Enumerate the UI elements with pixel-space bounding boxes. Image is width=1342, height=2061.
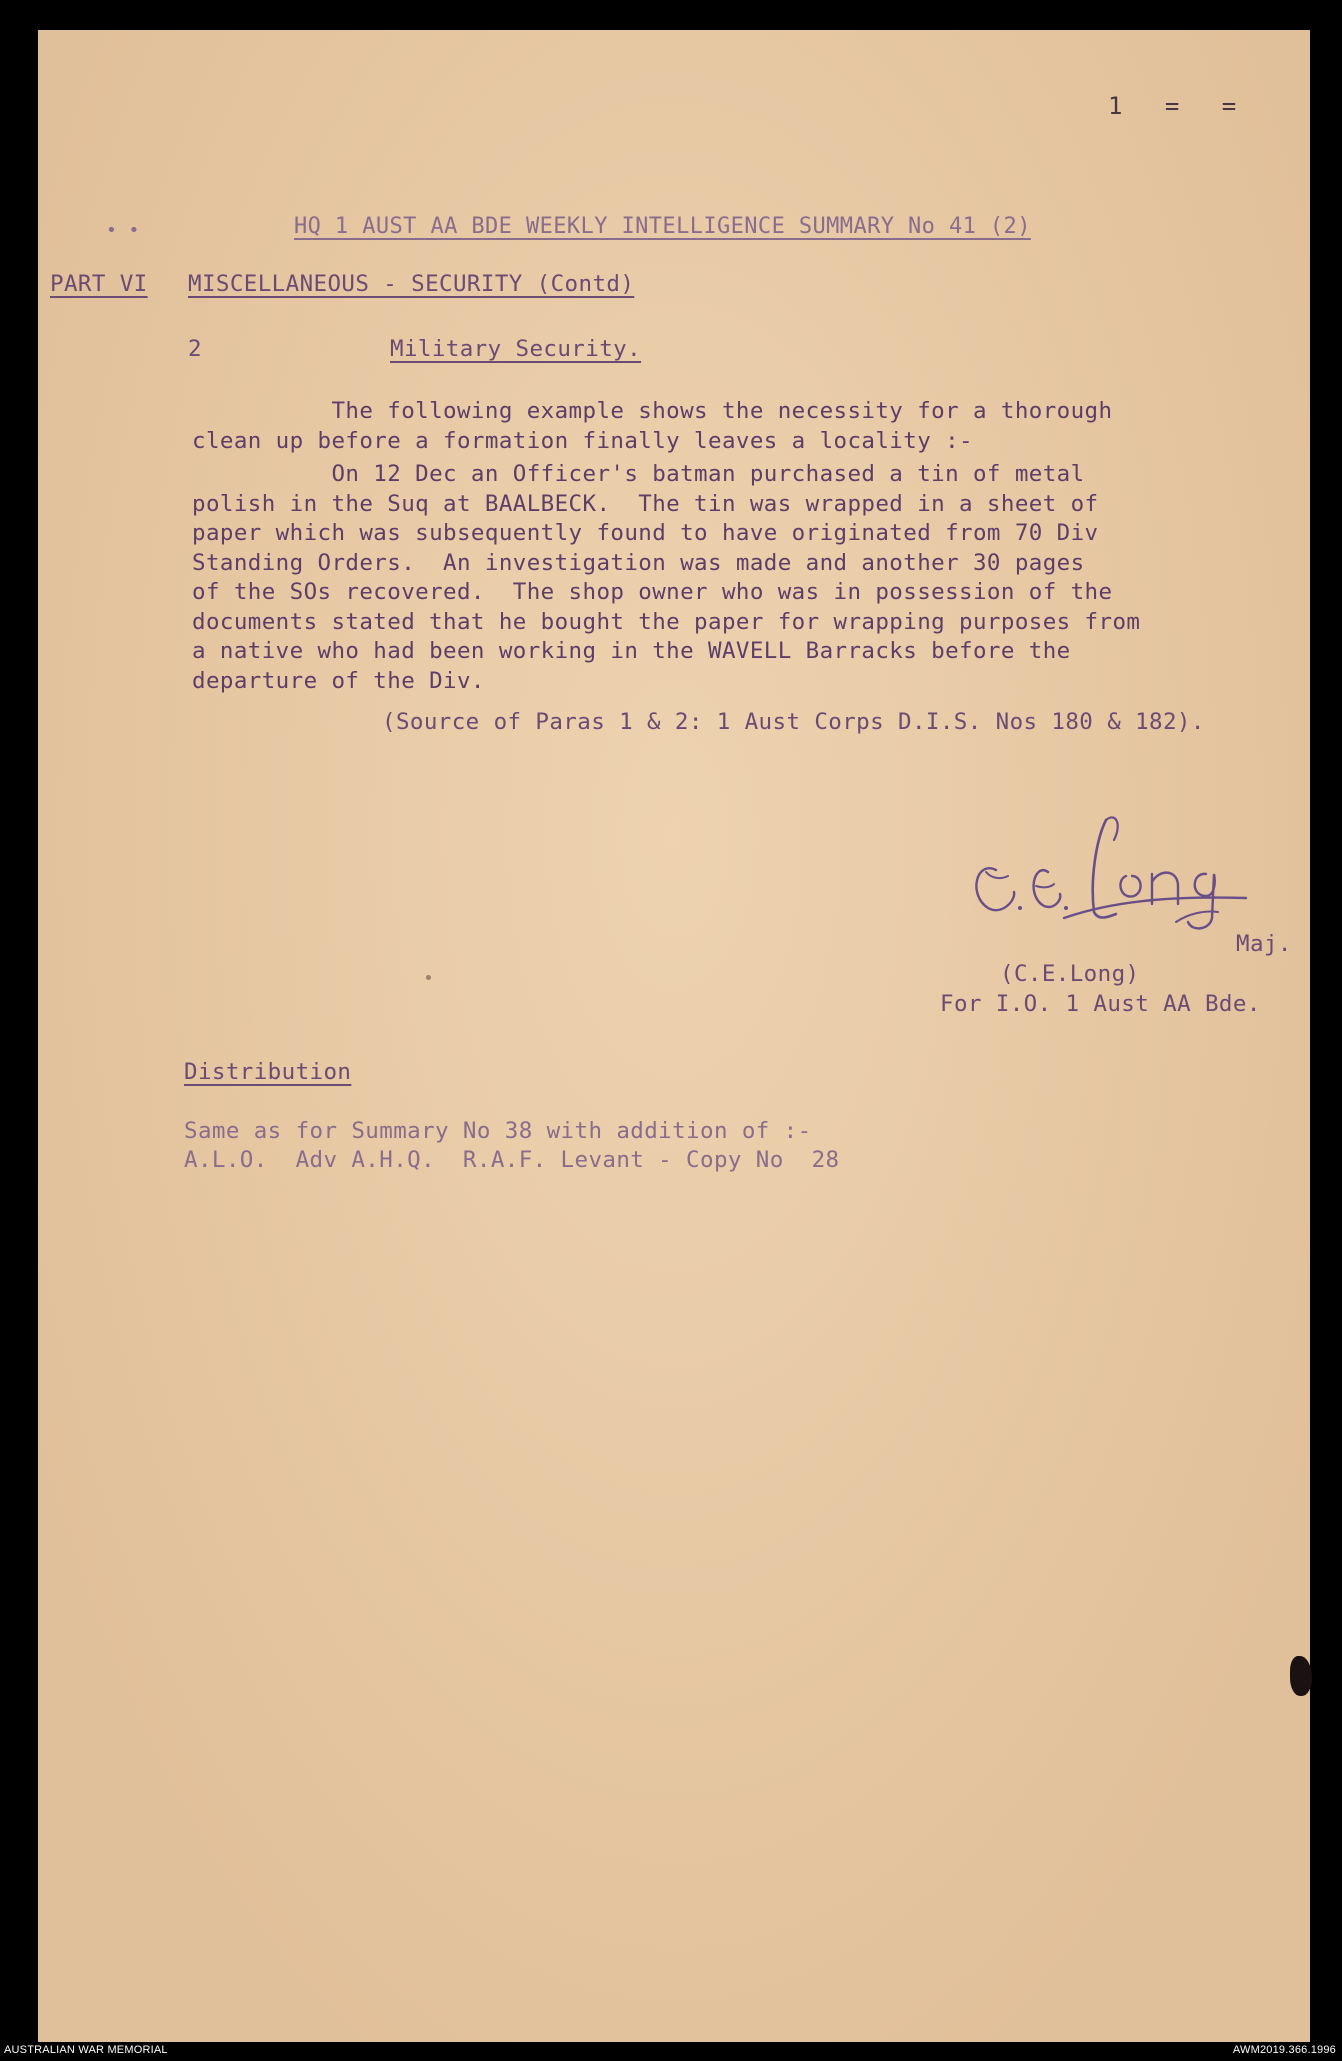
footer-right-caption: AWM2019.366.1996 bbox=[1232, 2044, 1336, 2056]
edge-stain bbox=[1290, 1656, 1312, 1696]
signatory-name: (C.E.Long) bbox=[1000, 961, 1140, 987]
handwritten-signature bbox=[956, 800, 1276, 940]
paper-blemish bbox=[426, 975, 431, 980]
source-note: (Source of Paras 1 & 2: 1 Aust Corps D.I.S. Nos 180 & 182). bbox=[382, 709, 1205, 735]
document-sheet bbox=[38, 30, 1310, 2042]
body-line: documents stated that he bought the paper for wrapping purposes from bbox=[192, 608, 1141, 635]
distribution-heading: Distribution bbox=[184, 1059, 352, 1085]
body-line: of the SOs recovered. The shop owner who was in possession of the bbox=[192, 579, 1113, 605]
signatory-role: For I.O. 1 Aust AA Bde. bbox=[940, 991, 1261, 1017]
body-line: clean up before a formation finally leaves a locality :- bbox=[192, 427, 973, 454]
part-title: MISCELLANEOUS - SECURITY (Contd) bbox=[188, 271, 635, 297]
body-text bbox=[192, 397, 1272, 696]
body-line: Standing Orders. An investigation was made and another 30 pages bbox=[192, 549, 1085, 576]
distribution-line: Same as for Summary No 38 with addition of :- bbox=[184, 1118, 812, 1144]
distribution-line: A.L.O. Adv A.H.Q. R.A.F. Levant - Copy No 28 bbox=[184, 1147, 840, 1173]
footer-left-caption: AUSTRALIAN WAR MEMORIAL bbox=[4, 2044, 168, 2056]
body-line: The following example shows the necessity for a thorough bbox=[192, 398, 1113, 424]
body-line: On 12 Dec an Officer's batman purchased a tin of metal bbox=[192, 461, 1085, 487]
header-dots: • • bbox=[106, 220, 140, 241]
paragraph-heading: Military Security. bbox=[390, 336, 642, 362]
document-header: HQ 1 AUST AA BDE WEEKLY INTELLIGENCE SUMMARY No 41 (2) bbox=[294, 214, 1031, 239]
body-line: paper which was subsequently found to have originated from 70 Div bbox=[192, 520, 1099, 546]
signatory-rank: Maj. bbox=[1236, 931, 1292, 957]
body-line: polish in the Suq at BAALBECK. The tin was wrapped in a sheet of bbox=[192, 490, 1099, 517]
body-line: departure of the Div. bbox=[192, 667, 485, 694]
top-corner-mark: 1 = = bbox=[1108, 92, 1251, 120]
part-label: PART VI bbox=[50, 271, 148, 297]
paragraph-number: 2 bbox=[188, 336, 202, 362]
body-line: a native who had been working in the WAVELL Barracks before the bbox=[192, 638, 1071, 664]
